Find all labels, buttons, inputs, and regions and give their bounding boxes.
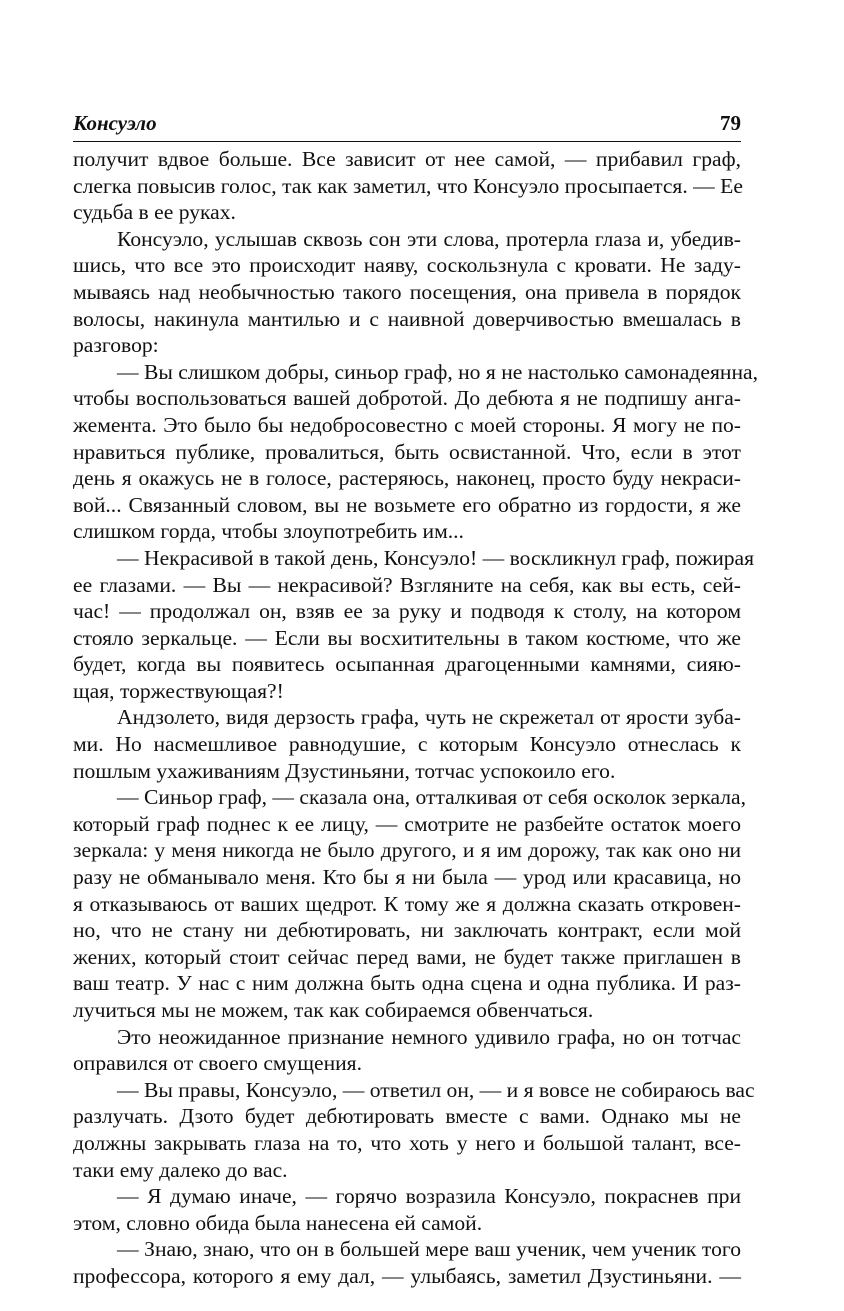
text-line: мываясь над необычностью такого посещения, она привела в порядок: [73, 279, 741, 304]
paragraph: [73, 1077, 755, 1183]
paragraph: [73, 704, 741, 784]
text-line: но, что не стану ни дебютировать, ни заключать контракт, если мой: [73, 918, 741, 943]
text-line: волосы, накинула мантилью и с наивной доверчивостью вмешалась в: [73, 306, 741, 331]
text-line: ее глазами. — Вы — некрасивой? Взгляните на себя, как вы есть, сей-: [73, 572, 741, 597]
paragraph: [73, 226, 741, 359]
text-line: — Вы правы, Консуэло, — ответил он, — и я вовсе не собираюсь вас: [117, 1077, 755, 1102]
text-line: разу не обманывало меня. Кто бы я ни была — урод или красавица, но: [73, 865, 741, 890]
text-line: Это неожиданное признание немного удивило графа, но он тотчас: [117, 1024, 741, 1049]
page-number: 79: [720, 111, 741, 135]
text-line: будет, когда вы появитесь осыпанная драгоценными камнями, сияю-: [73, 652, 741, 677]
text-line: нравиться публике, провалиться, быть освистанной. Что, если в этот: [73, 439, 741, 464]
body-text: [73, 146, 758, 1290]
paragraph: [73, 784, 747, 1023]
text-line: Консуэло, услышав сквозь сон эти слова, протерла глаза и, убедив-: [117, 226, 741, 251]
text-line: разговор:: [73, 333, 159, 358]
text-line: — Я думаю иначе, — горячо возразила Консуэло, покраснев при: [117, 1184, 741, 1209]
text-line: этом, словно обида была нанесена ей самой.: [73, 1210, 483, 1235]
text-line: чтобы воспользоваться вашей добротой. До дебюта я не подпишу анга-: [73, 386, 741, 411]
paragraph: [73, 359, 758, 545]
text-line: час! — продолжал он, взяв ее за руку и подводя к столу, на котором: [73, 599, 741, 624]
text-line: таки ему далеко до вас.: [73, 1157, 288, 1182]
paragraph: [73, 1236, 741, 1289]
text-line: щая, торжествующая?!: [73, 678, 284, 703]
paragraph: [73, 146, 741, 226]
header-rule: [73, 141, 741, 142]
text-line: профессора, которого я ему дал, — улыбаясь, заметил Дзустиньяни. —: [73, 1263, 741, 1288]
paragraph: [73, 1183, 741, 1236]
text-line: жених, который стоит сейчас перед вами, не будет также приглашен в: [73, 944, 741, 969]
text-line: судьба в ее руках.: [73, 200, 236, 225]
paragraph: [73, 545, 755, 705]
text-line: я отказываюсь от ваших щедрот. К тому же я должна сказать откровен-: [73, 891, 741, 916]
text-line: лучиться мы не можем, так как собираемся обвенчаться.: [73, 998, 594, 1022]
text-line: разлучать. Дзото будет дебютировать вместе с вами. Однако мы не: [73, 1104, 741, 1129]
text-line: стояло зеркальце. — Если вы восхитительны в таком костюме, что же: [73, 625, 741, 650]
text-line: должны закрывать глаза на то, что хоть у него и большой талант, все-: [73, 1130, 741, 1155]
text-line: пошлым ухаживаниям Дзустиньяни, тотчас успокоило его.: [73, 758, 616, 783]
text-line: — Вы слишком добры, синьор граф, но я не настолько самонадеянна,: [117, 359, 758, 384]
text-line: слегка повысив голос, так как заметил, что Консуэло просыпается. — Ее: [73, 173, 743, 198]
running-head: [73, 111, 741, 135]
text-line: — Знаю, знаю, что он в большей мере ваш ученик, чем ученик того: [117, 1237, 741, 1262]
text-line: вой... Связанный словом, вы не возьмете его обратно из гордости, я же: [73, 492, 741, 517]
text-line: который граф поднес к ее лицу, — смотрите не разбейте остаток моего: [73, 811, 741, 836]
text-line: получит вдвое больше. Все зависит от нее самой, — прибавил граф,: [73, 147, 741, 171]
text-line: шись, что все это происходит наяву, соскользнула с кровати. Не заду-: [73, 253, 741, 278]
text-line: Андзолето, видя дерзость графа, чуть не скрежетал от ярости зуба-: [117, 705, 741, 730]
text-line: — Синьор граф, — сказала она, отталкивая от себя осколок зеркала,: [117, 785, 747, 810]
running-title: Консуэло: [73, 111, 157, 135]
text-line: зеркала: у меня никогда не было другого, и я им дорожу, так как оно ни: [73, 838, 741, 863]
text-line: день я окажусь не в голосе, растеряюсь, наконец, просто буду некраси-: [73, 466, 741, 491]
text-line: ваш театр. У нас с ним должна быть одна сцена и одна публика. И раз-: [73, 971, 741, 996]
text-line: оправился от своего смущения.: [73, 1051, 363, 1076]
paragraph: [73, 1024, 741, 1077]
text-line: слишком горда, чтобы злоупотребить им...: [73, 519, 464, 544]
text-line: — Некрасивой в такой день, Консуэло! — воскликнул граф, пожирая: [117, 545, 755, 570]
text-line: ми. Но насмешливое равнодушие, с которым Консуэло отнеслась к: [73, 732, 741, 757]
text-line: жемента. Это было бы недобросовестно с моей стороны. Я могу не по-: [73, 412, 741, 437]
